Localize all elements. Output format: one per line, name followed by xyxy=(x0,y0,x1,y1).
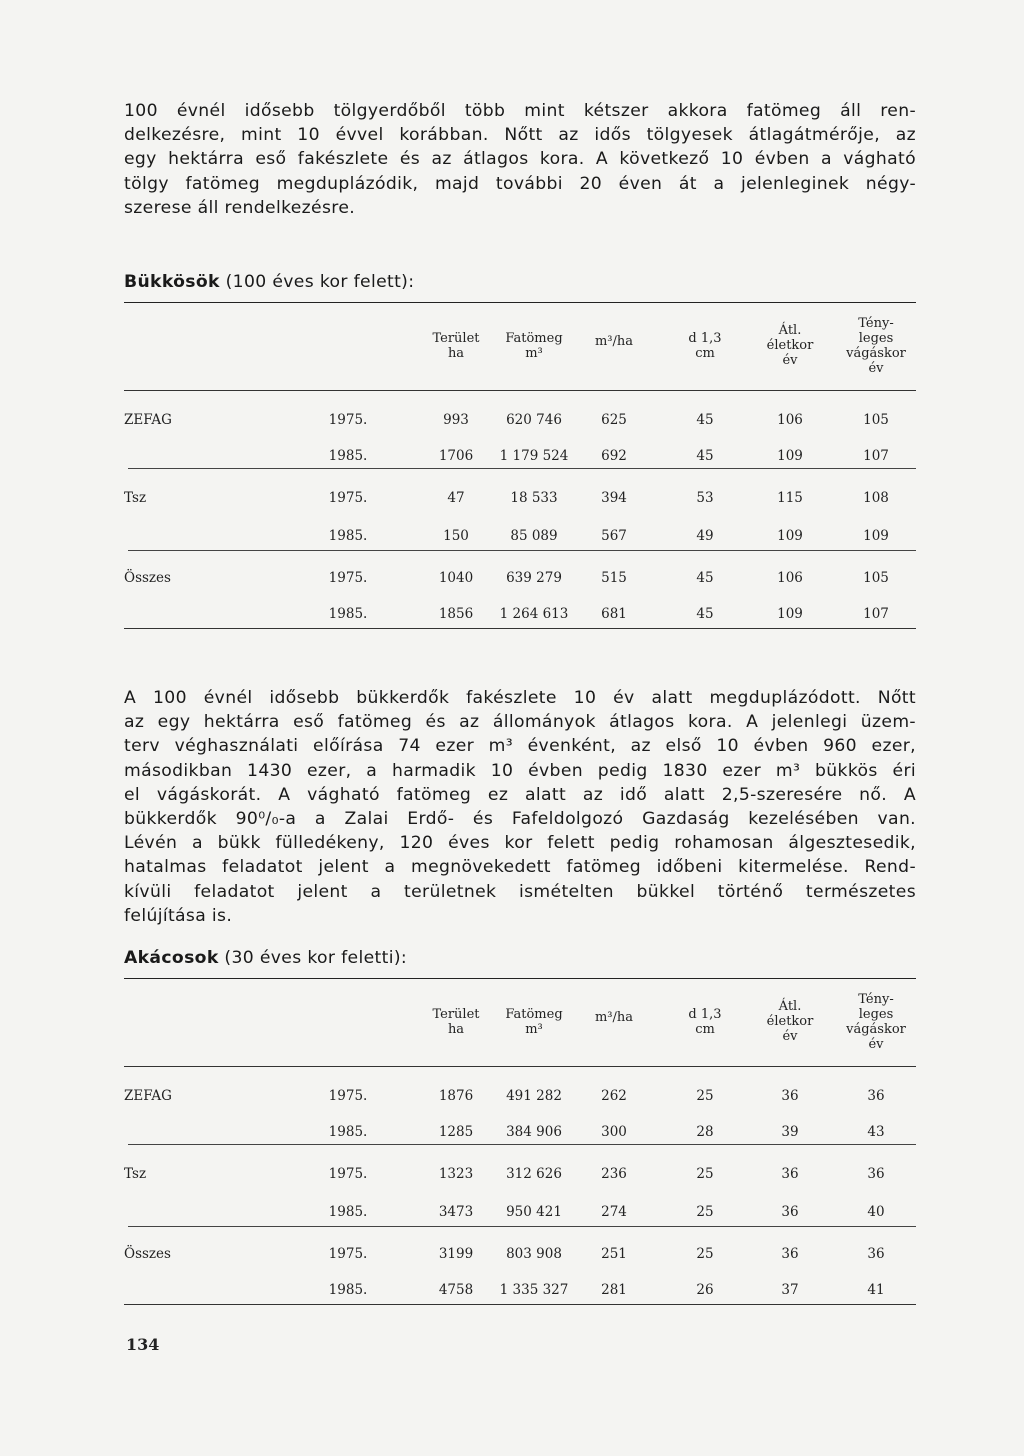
text-line: 100 évnél idősebb tölgyerdőből több mint kétszer akkora fatömeg áll ren- xyxy=(124,101,916,121)
table-cell: 620 746 xyxy=(506,412,562,428)
table-cell: 41 xyxy=(867,1282,885,1298)
column-header xyxy=(595,334,633,349)
column-header-line: Átl. xyxy=(778,323,802,338)
table-cell: 300 xyxy=(601,1124,627,1140)
table-cell: 109 xyxy=(863,528,889,544)
table2-heading: Akácosok (30 éves kor feletti): xyxy=(124,948,408,968)
table1-heading: Bükkösök (100 éves kor felett): xyxy=(124,272,415,292)
table-cell: 950 421 xyxy=(506,1204,562,1220)
table-cell: 36 xyxy=(867,1166,885,1182)
text-line: Lévén a bükk fülledékeny, 120 éves kor felett pedig rohamosan álgesztesedik, xyxy=(124,833,916,854)
row-label: ZEFAG xyxy=(124,1088,172,1104)
column-header-line: Tény- xyxy=(858,315,894,331)
row-year: 1975. xyxy=(328,1166,368,1182)
table-rule xyxy=(124,302,916,303)
column-header-line: m³ xyxy=(525,1021,543,1037)
table-cell: 47 xyxy=(447,490,465,506)
table-cell: 384 906 xyxy=(506,1124,562,1140)
table-cell: 4758 xyxy=(438,1282,474,1298)
column-header-line: m³/ha xyxy=(594,334,634,349)
text-line: tölgy fatömeg megduplázódik, majd további 20 éven át a jelenleginek négy- xyxy=(124,173,916,194)
table-cell: 37 xyxy=(781,1282,799,1298)
table-acacia xyxy=(124,976,916,1306)
table-cell: 1 264 613 xyxy=(499,606,569,622)
table-cell: 107 xyxy=(863,606,889,622)
table-cell: 106 xyxy=(777,570,803,586)
column-header-line: leges xyxy=(858,330,894,346)
table-cell: 1 179 524 xyxy=(499,448,569,464)
table-cell: 1876 xyxy=(438,1088,474,1104)
table-rule xyxy=(124,1066,916,1067)
table-rule xyxy=(128,1226,916,1227)
table-cell: 25 xyxy=(696,1088,714,1104)
row-label: Tsz xyxy=(124,490,147,506)
column-header-line: vágáskor xyxy=(846,345,906,361)
column-header-line: Fatömeg xyxy=(505,330,563,346)
column-header xyxy=(432,1007,479,1037)
text-line: szerese áll rendelkezésre. xyxy=(124,197,356,218)
table-cell: 28 xyxy=(696,1124,714,1140)
column-header xyxy=(505,331,562,361)
table-cell: 40 xyxy=(867,1204,885,1220)
text-line: bükkerdők 90⁰/₀-a a Zalai Erdő- és Fafeldolgozó Gazdaság kezelésében van. xyxy=(124,809,916,830)
column-header-line: ha xyxy=(447,345,465,361)
table-cell: 45 xyxy=(696,448,714,464)
column-header xyxy=(767,999,814,1044)
table-cell: 274 xyxy=(601,1204,627,1220)
table-cell: 1040 xyxy=(438,570,474,586)
row-year: 1985. xyxy=(328,1204,368,1220)
table-cell: 803 908 xyxy=(506,1246,562,1262)
row-label: Tsz xyxy=(124,1166,147,1182)
text-line: egy hektárra eső fakészlete és az átlagos kora. A következő 10 évben a vágható xyxy=(124,149,916,170)
table-cell: 85 089 xyxy=(510,528,558,544)
column-header-line: év xyxy=(868,1036,884,1052)
table-cell: 49 xyxy=(696,528,714,544)
column-header-line: cm xyxy=(695,1021,715,1037)
row-year: 1985. xyxy=(328,448,368,464)
table-cell: 106 xyxy=(777,412,803,428)
column-header-line: Terület xyxy=(432,330,480,346)
table-cell: 692 xyxy=(601,448,627,464)
paragraph-beech xyxy=(124,686,916,928)
row-year: 1985. xyxy=(328,1124,368,1140)
column-header-line: cm xyxy=(695,345,715,361)
table-cell: 515 xyxy=(601,570,627,586)
column-header xyxy=(846,992,906,1052)
text-line: felújítása is. xyxy=(124,905,233,926)
row-year: 1975. xyxy=(328,1246,368,1262)
table-cell: 36 xyxy=(867,1088,885,1104)
column-header xyxy=(595,1010,633,1025)
table-cell: 993 xyxy=(443,412,469,428)
table-cell: 491 282 xyxy=(506,1088,562,1104)
table-cell: 109 xyxy=(777,528,803,544)
table-cell: 45 xyxy=(696,412,714,428)
paragraph-oak xyxy=(124,99,916,220)
table-cell: 3199 xyxy=(438,1246,474,1262)
table-cell: 1 335 327 xyxy=(499,1282,569,1298)
table-cell: 1285 xyxy=(438,1124,474,1140)
column-header-line: d 1,3 xyxy=(688,1006,722,1022)
column-header xyxy=(505,1007,562,1037)
table-cell: 36 xyxy=(781,1166,799,1182)
table-cell: 36 xyxy=(781,1088,799,1104)
table-cell: 281 xyxy=(601,1282,627,1298)
row-label: Összes xyxy=(124,570,171,586)
table-cell: 105 xyxy=(863,412,889,428)
table-cell: 1706 xyxy=(438,448,474,464)
table-cell: 567 xyxy=(601,528,627,544)
table-rule xyxy=(124,1304,916,1305)
column-header-line: életkor xyxy=(766,1014,814,1029)
row-label: Összes xyxy=(124,1246,171,1262)
table-cell: 109 xyxy=(777,448,803,464)
column-header-line: év xyxy=(782,1029,798,1044)
table-beech xyxy=(124,300,916,630)
table-cell: 45 xyxy=(696,570,714,586)
text-line: kívüli feladatot jelent a területnek ismételten bükkel történő természetes xyxy=(124,881,916,902)
column-header-line: év xyxy=(782,353,798,368)
table-cell: 312 626 xyxy=(506,1166,562,1182)
row-year: 1975. xyxy=(328,412,368,428)
table-cell: 36 xyxy=(781,1204,799,1220)
table-cell: 53 xyxy=(696,490,714,506)
table-cell: 43 xyxy=(867,1124,885,1140)
column-header-line: d 1,3 xyxy=(688,330,722,346)
column-header-line: Fatömeg xyxy=(505,1006,563,1022)
table-cell: 625 xyxy=(601,412,627,428)
column-header xyxy=(846,316,906,376)
column-header-line: ha xyxy=(447,1021,465,1037)
table-cell: 25 xyxy=(696,1246,714,1262)
row-year: 1985. xyxy=(328,528,368,544)
table-cell: 109 xyxy=(777,606,803,622)
table-rule xyxy=(128,468,916,469)
column-header-line: m³/ha xyxy=(594,1010,634,1025)
table-rule xyxy=(124,628,916,629)
row-label: ZEFAG xyxy=(124,412,172,428)
column-header-line: Tény- xyxy=(858,991,894,1007)
table-cell: 107 xyxy=(863,448,889,464)
table-cell: 1323 xyxy=(438,1166,474,1182)
column-header-line: Terület xyxy=(432,1006,480,1022)
table-rule xyxy=(128,1144,916,1145)
column-header xyxy=(432,331,479,361)
text-line: másodikban 1430 ezer, a harmadik 10 évben pedig 1830 ezer m³ bükkös éri xyxy=(124,760,916,781)
table-cell: 26 xyxy=(696,1282,714,1298)
table-rule xyxy=(128,550,916,551)
table-cell: 25 xyxy=(696,1204,714,1220)
text-line: az egy hektárra eső fatömeg és az állományok átlagos kora. A jelenlegi üzem- xyxy=(124,712,916,733)
table-cell: 639 279 xyxy=(506,570,562,586)
table-cell: 36 xyxy=(781,1246,799,1262)
column-header xyxy=(688,331,721,361)
column-header-line: Átl. xyxy=(778,999,802,1014)
column-header xyxy=(767,323,814,368)
table-cell: 681 xyxy=(601,606,627,622)
column-header-line: leges xyxy=(858,1006,894,1022)
table-cell: 39 xyxy=(781,1124,799,1140)
text-line: el vágáskorát. A vágható fatömeg ez alatt az idő alatt 2,5-szeresére nő. A xyxy=(124,784,916,805)
column-header-line: m³ xyxy=(525,345,543,361)
table-rule xyxy=(124,390,916,391)
table-cell: 262 xyxy=(601,1088,627,1104)
page-number: 134 xyxy=(126,1335,160,1354)
table-rule xyxy=(124,978,916,979)
text-line: A 100 évnél idősebb bükkerdők fakészlete 10 év alatt megduplázódott. Nőtt xyxy=(124,688,916,708)
text-line: terv véghasználati előírása 74 ezer m³ évenként, az első 10 évben 960 ezer, xyxy=(124,736,916,757)
table-cell: 1856 xyxy=(438,606,474,622)
table-cell: 251 xyxy=(601,1246,627,1262)
text-line: delkezésre, mint 10 évvel korábban. Nőtt az idős tölgyesek átlagátmérője, az xyxy=(124,125,916,146)
column-header-line: életkor xyxy=(766,338,814,353)
table-cell: 45 xyxy=(696,606,714,622)
column-header-line: év xyxy=(868,360,884,376)
table-cell: 115 xyxy=(777,490,803,506)
table-cell: 36 xyxy=(867,1246,885,1262)
table-cell: 18 533 xyxy=(510,490,558,506)
row-year: 1975. xyxy=(328,570,368,586)
table-cell: 394 xyxy=(601,490,627,506)
column-header-line: vágáskor xyxy=(846,1021,906,1037)
table-cell: 105 xyxy=(863,570,889,586)
column-header xyxy=(688,1007,721,1037)
table-cell: 25 xyxy=(696,1166,714,1182)
text-line: hatalmas feladatot jelent a megnövekedett fatömeg időbeni kitermelése. Rend- xyxy=(124,857,916,878)
row-year: 1975. xyxy=(328,490,368,506)
row-year: 1985. xyxy=(328,1282,368,1298)
row-year: 1975. xyxy=(328,1088,368,1104)
table-cell: 108 xyxy=(863,490,889,506)
table-cell: 150 xyxy=(443,528,469,544)
row-year: 1985. xyxy=(328,606,368,622)
table-cell: 236 xyxy=(601,1166,627,1182)
table-cell: 3473 xyxy=(438,1204,474,1220)
